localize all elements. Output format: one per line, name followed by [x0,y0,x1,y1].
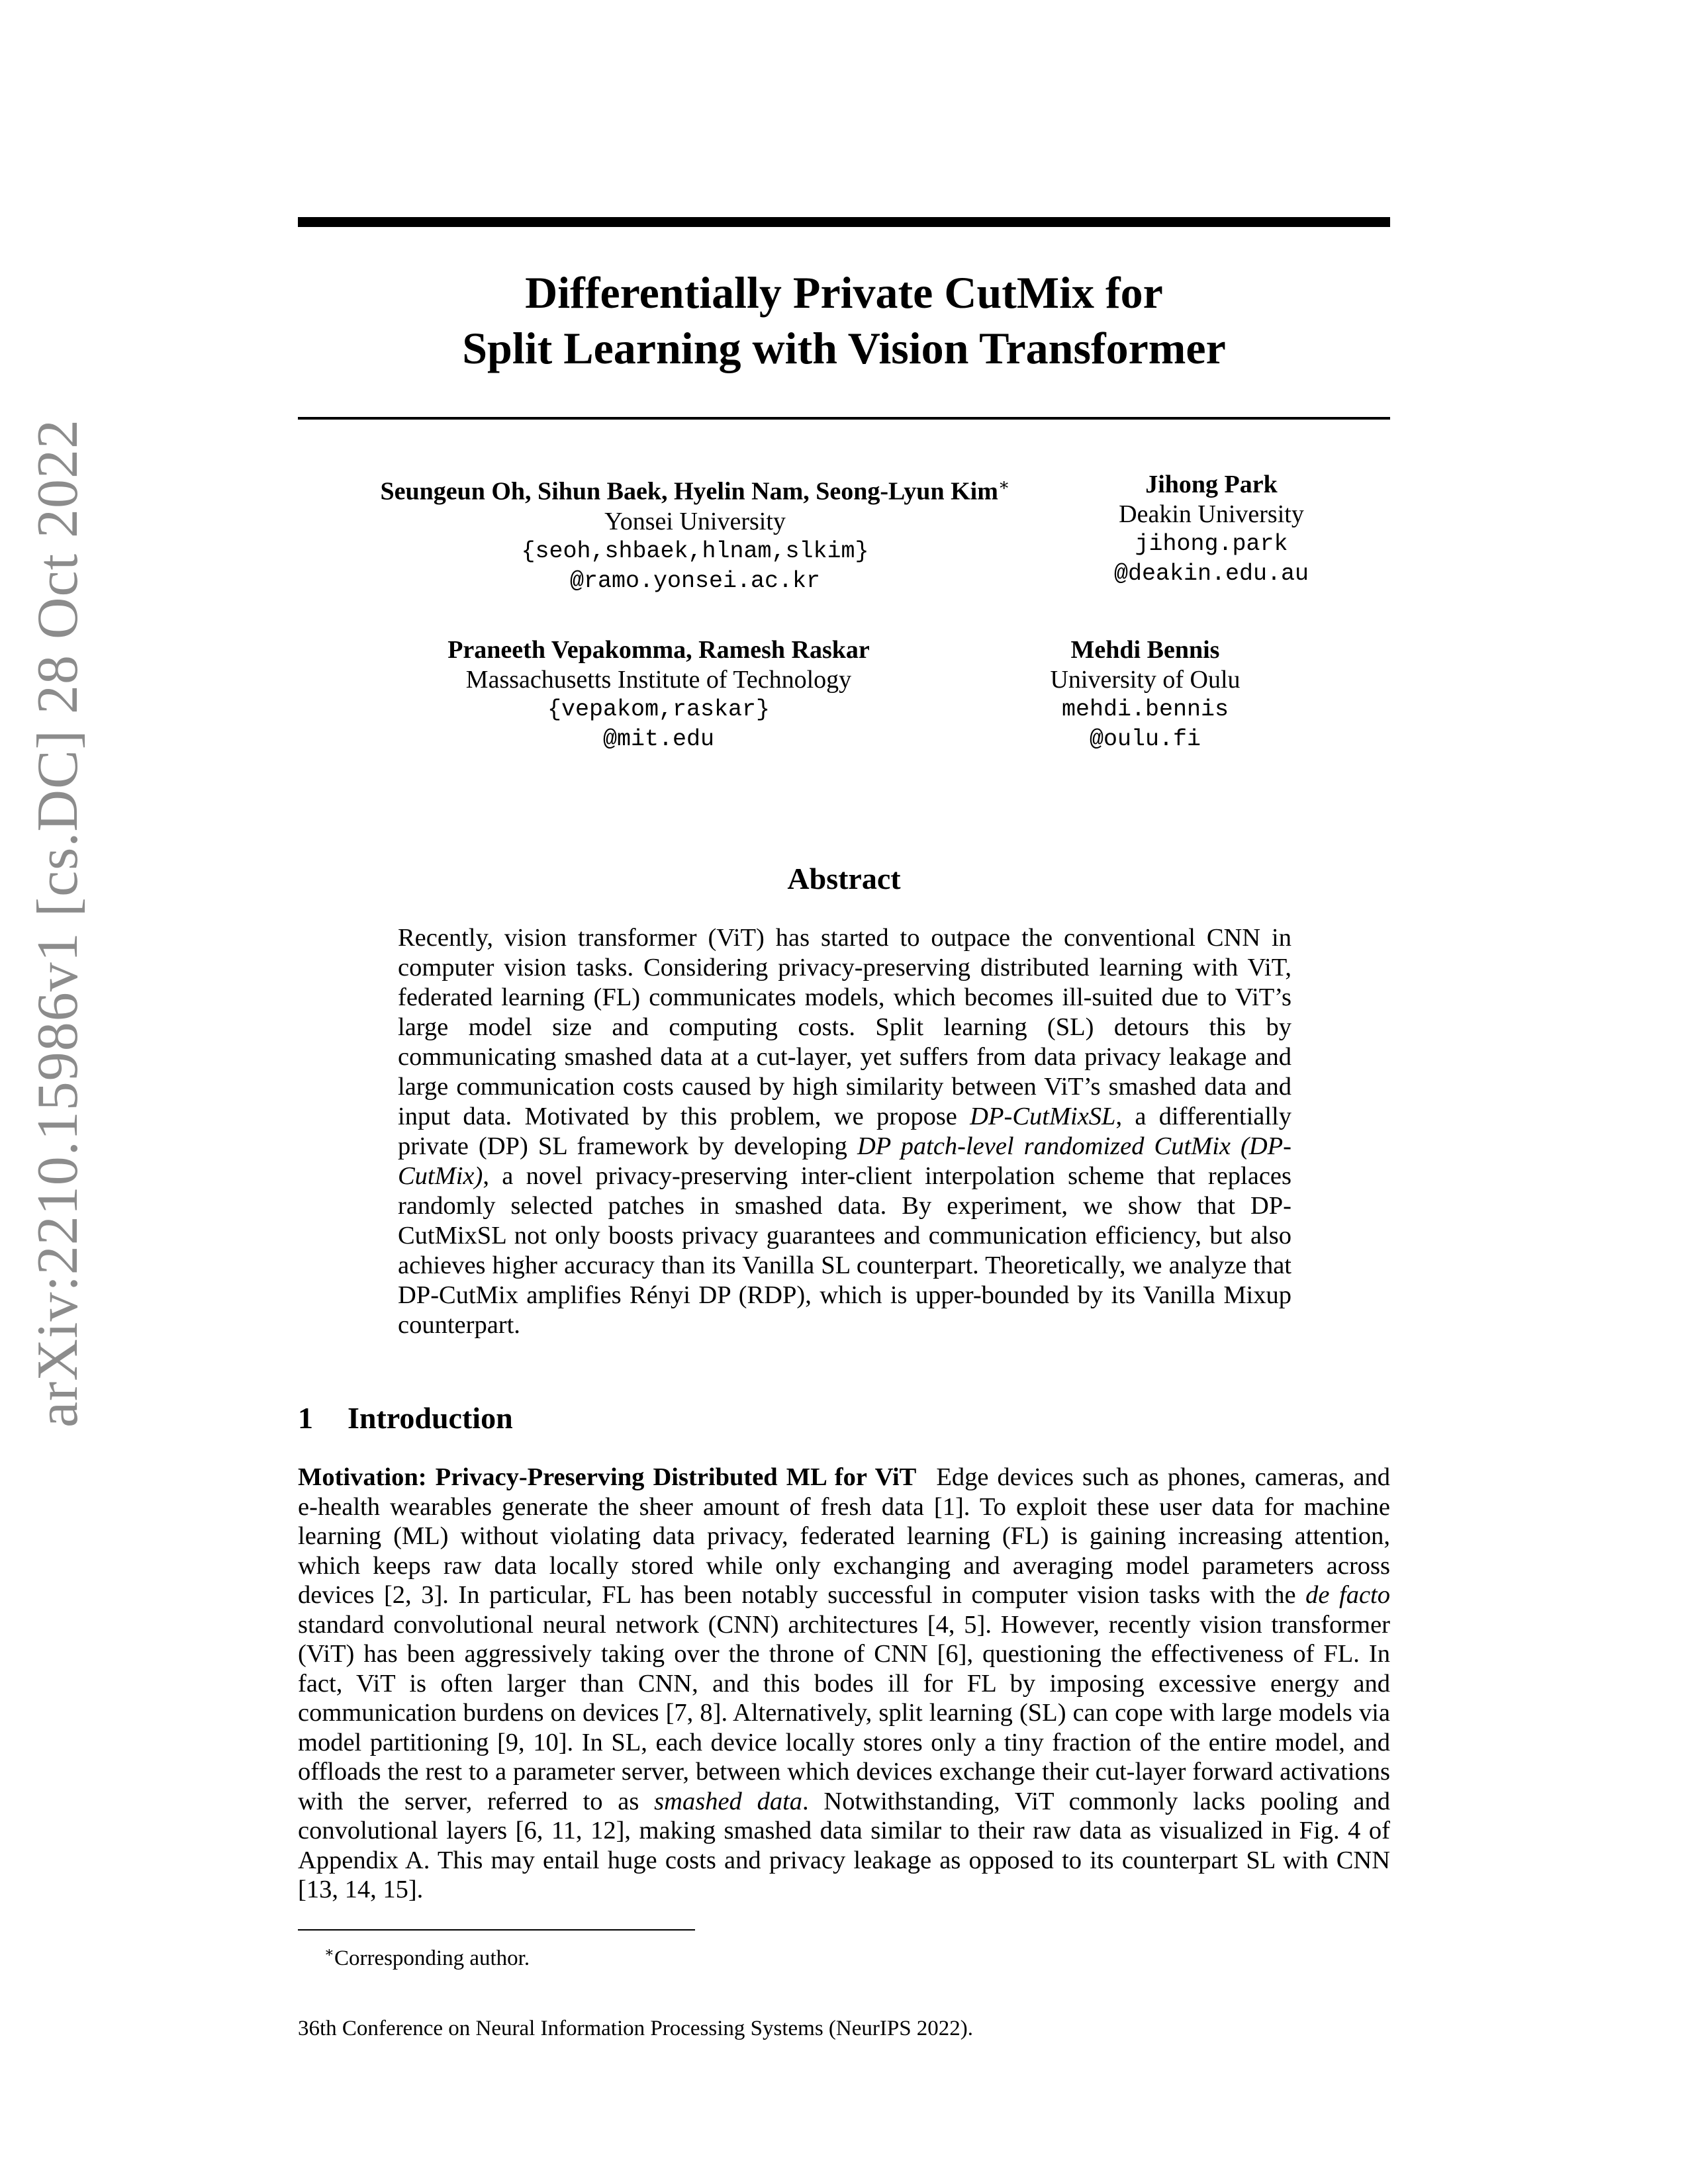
author-names: Mehdi Bennis [1070,636,1220,664]
section-number: 1 [298,1401,313,1435]
footnote-mark: ∗ [324,1944,334,1960]
footnote-rule [298,1929,695,1931]
author-email-line-2: @deakin.edu.au [1113,561,1309,587]
venue-footer: 36th Conference on Neural Information Processing Systems (NeurIPS 2022). [298,2017,974,2040]
paragraph-heading: Motivation: Privacy-Preserving Distributed ML for ViT [298,1463,917,1491]
author-email-line-2: @oulu.fi [1089,726,1201,752]
abstract-body: Recently, vision transformer (ViT) has started to outpace the conventional CNN in computer vision tasks. Considering privacy-preserving distributed learning with ViT, federated learning (FL) communicates models, which becomes ill-suited due to ViT’s large model size and computing costs. Split learning (SL) detours this by communicating smashed data at a cut-layer, yet suffers from data privacy leakage and large communication costs caused by high similarity between ViT’s smashed data and input data. Motivated by this problem, we propose DP-CutMixSL, a differentially private (DP) SL framework by developing DP patch-level randomized CutMix (DP-CutMix), a novel privacy-preserving inter-client interpolation scheme that replaces randomly selected patches in smashed data. By experiment, we show that DP-CutMixSL not only boosts privacy guarantees and communication efficiency, but also achieves higher accuracy than its Vanilla SL counterpart. Theoretically, we analyze that DP-CutMix amplifies Rényi DP (RDP), which is upper-bounded by its Vanilla Mixup counterpart. [398,924,1291,1339]
author-email-line-1: jihong.park [1135,531,1288,557]
author-block-yonsei [331,470,1059,596]
author-email-line-2: @ramo.yonsei.ac.kr [569,567,821,594]
author-affiliation: Massachusetts Institute of Technology [465,666,852,694]
author-affiliation: University of Oulu [1050,666,1241,694]
section-title: Introduction [348,1401,513,1435]
corresponding-mark: ∗ [998,475,1010,494]
author-affiliation: Deakin University [1119,500,1304,528]
title-line-2: Split Learning with Vision Transformer [462,323,1226,373]
author-block-mit [384,635,933,754]
footnote-text: Corresponding author. [334,1946,530,1970]
paper-title [298,265,1390,376]
introduction-paragraph: Motivation: Privacy-Preserving Distributed ML for ViT Edge devices such as phones, cameras, and e-health wearables generate the sheer amount of fresh data [1]. To exploit these user data for machine learning (ML) without violating data privacy, federated learning (FL) is gaining increasing attention, which keeps raw data locally stored while only exchanging and averaging model parameters across devices [2, 3]. In particular, FL has been notably successful in computer vision tasks with the de facto standard convolutional neural network (CNN) architectures [4, 5]. However, recently vision transformer (ViT) has been aggressively taking over the throne of CNN [6], questioning the effectiveness of FL. In fact, ViT is often larger than CNN, and this bodes ill for FL by imposing excessive energy and communication burdens on devices [7, 8]. Alternatively, split learning (SL) can cope with large models via model partitioning [9, 10]. In SL, each device locally stores only a tiny fraction of the entire model, and offloads the rest to a parameter server, between which devices exchange their cut-layer forward activations with the server, referred to as smashed data. Notwithstanding, ViT commonly lacks pooling and convolutional layers [6, 11, 12], making smashed data similar to their raw data as visualized in Fig. 4 of Appendix A. This may entail huge costs and privacy leakage as opposed to its counterpart SL with CNN [13, 14, 15]. [298,1463,1391,1903]
arxiv-identifier: arXiv:2210.15986v1 [cs.DC] 28 Oct 2022 [26,418,90,1428]
footnote [324,1939,530,1972]
author-email-line-1: {seoh,shbaek,hlnam,slkim} [521,537,869,565]
author-names: Seungeun Oh, Sihun Baek, Hyelin Nam, Seong-Lyun Kim [380,477,998,506]
section-heading [298,1400,513,1437]
author-email-line-1: mehdi.bennis [1061,696,1229,723]
author-block-deakin [1079,470,1344,589]
arxiv-sidebar [19,301,98,1545]
author-email-line-1: {vepakom,raskar} [547,696,771,723]
author-block-oulu [1013,635,1278,754]
author-email-line-2: @mit.edu [602,726,715,752]
author-names: Praneeth Vepakomma, Ramesh Raskar [447,636,870,664]
abstract-heading: Abstract [787,862,901,895]
author-affiliation: Yonsei University [604,507,786,535]
title-bottom-rule [298,417,1390,420]
title-top-rule [298,217,1390,227]
author-names: Jihong Park [1145,471,1278,498]
title-line-1: Differentially Private CutMix for [525,267,1163,318]
